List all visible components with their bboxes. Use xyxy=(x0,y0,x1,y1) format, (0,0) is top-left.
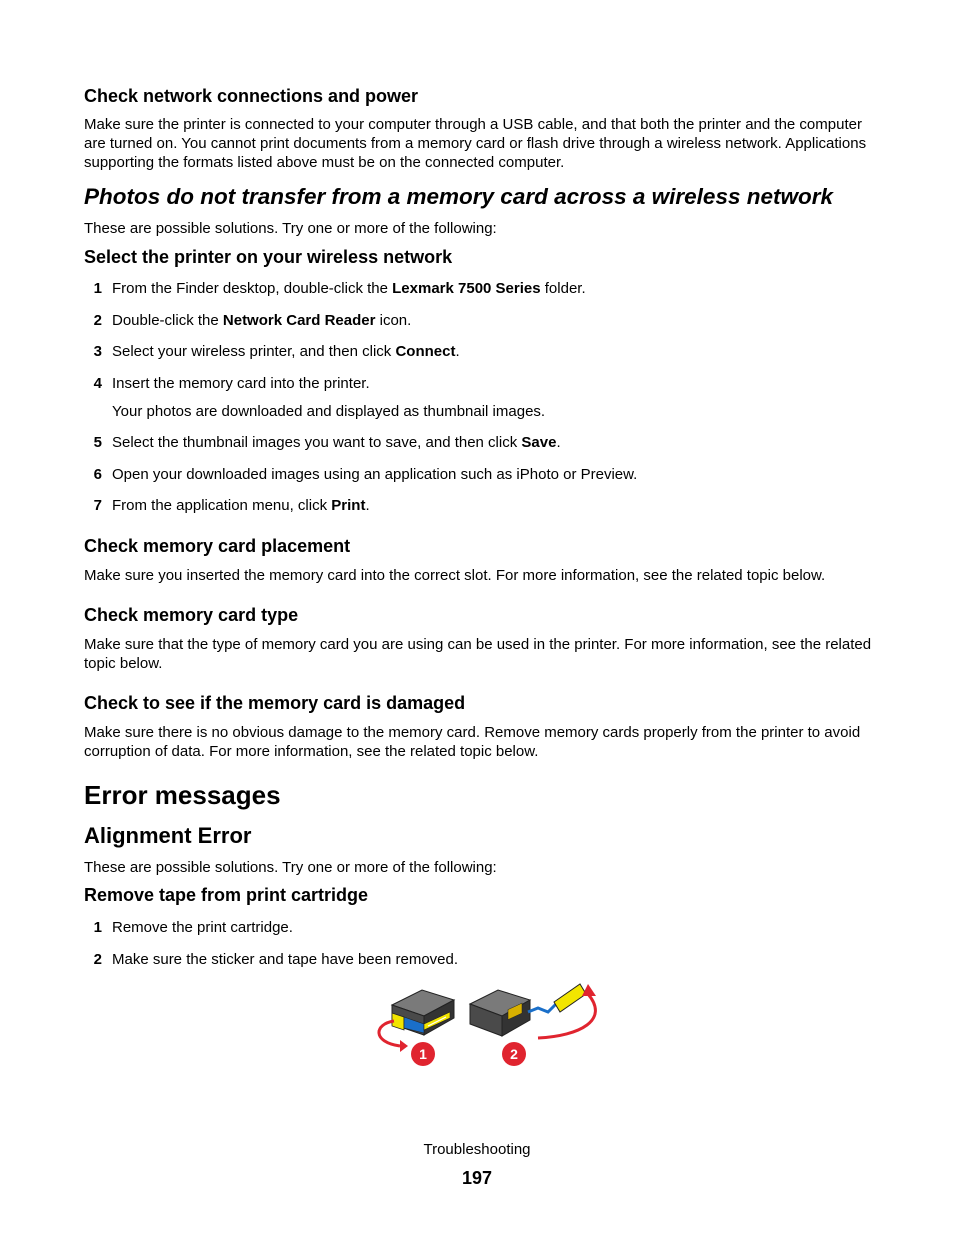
step-number: 2 xyxy=(93,951,102,968)
heading-remove-tape: Remove tape from print cartridge xyxy=(84,885,369,905)
cartridge-icon xyxy=(470,990,530,1036)
step-text: Select the thumbnail images you want to save, and then click Save. xyxy=(112,434,561,451)
cartridge-illustration xyxy=(370,980,610,1070)
footer-section-label: Troubleshooting xyxy=(423,1141,531,1158)
type-body: Make sure that the type of memory card you are using can be used in the printer. For more information, see the related topic below. xyxy=(84,636,872,672)
heading-damaged: Check to see if the memory card is damaged xyxy=(84,693,466,713)
step-text: Open your downloaded images using an application such as iPhoto or Preview. xyxy=(112,466,638,483)
step-number: 2 xyxy=(93,312,102,329)
svg-text:1: 1 xyxy=(419,1046,427,1062)
step-text: Insert the memory card into the printer. xyxy=(112,375,370,392)
step-text: From the Finder desktop, double-click the Lexmark 7500 Series folder. xyxy=(112,280,586,297)
heading-error-messages: Error messages xyxy=(84,780,281,810)
step-text: Select your wireless printer, and then click Connect. xyxy=(112,343,460,360)
step-number: 7 xyxy=(93,497,102,514)
heading-placement: Check memory card placement xyxy=(84,536,351,556)
heading-type: Check memory card type xyxy=(84,605,299,625)
step-number: 4 xyxy=(93,375,102,392)
photos-intro: These are possible solutions. Try one or more of the following: xyxy=(84,220,497,237)
svg-text:2: 2 xyxy=(510,1046,518,1062)
heading-network: Check network connections and power xyxy=(84,86,419,106)
step-number: 5 xyxy=(93,434,102,451)
network-body: Make sure the printer is connected to your computer through a USB cable, and that both the printer and the computer are turned on. You cannot print documents from a memory card or flash drive through a wireless network. Applications supporting the formats listed above must be on the connected computer. xyxy=(84,116,867,171)
step-text: Make sure the sticker and tape have been removed. xyxy=(112,951,459,968)
damaged-body: Make sure there is no obvious damage to the memory card. Remove memory cards properly from the printer to avoid corruption of data. For more information, see the related topic below. xyxy=(84,724,861,760)
heading-alignment-error: Alignment Error xyxy=(84,823,252,848)
cartridge-with-tape-icon xyxy=(392,990,454,1035)
step-number: 1 xyxy=(93,280,102,297)
page-number: 197 xyxy=(461,1168,493,1188)
step-text: From the application menu, click Print. xyxy=(112,497,370,514)
alignment-intro: These are possible solutions. Try one or more of the following: xyxy=(84,859,497,876)
placement-body: Make sure you inserted the memory card into the correct slot. For more information, see the related topic below. xyxy=(84,567,826,584)
step-number: 1 xyxy=(93,919,102,936)
step-number: 3 xyxy=(93,343,102,360)
heading-photos: Photos do not transfer from a memory card across a wireless network xyxy=(84,184,833,209)
step-number: 6 xyxy=(93,466,102,483)
heading-select-printer: Select the printer on your wireless network xyxy=(84,247,453,267)
step-note-text: Your photos are downloaded and displayed as thumbnail images. xyxy=(112,403,546,420)
step-text: Double-click the Network Card Reader icon. xyxy=(112,312,412,329)
step-text: Remove the print cartridge. xyxy=(112,919,293,936)
